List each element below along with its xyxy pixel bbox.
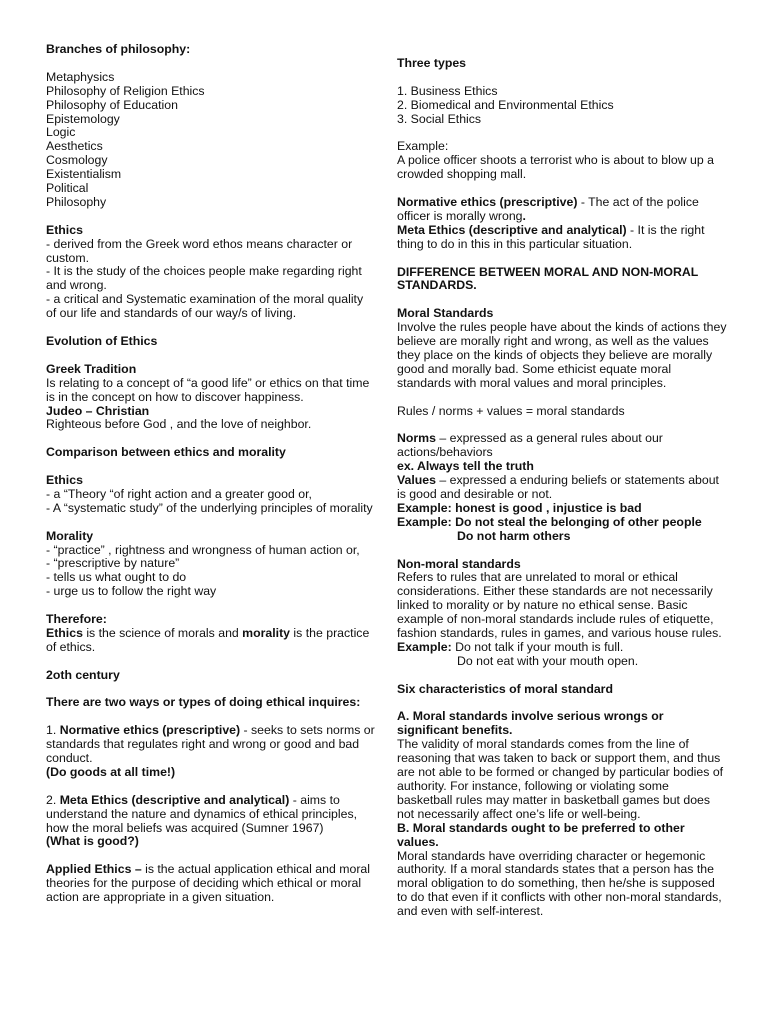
example-text: A police officer shoots a terrorist who is about to blow up a crowded shopping mall. [397, 153, 714, 182]
judeo-christian-heading: Judeo – Christian [46, 403, 150, 418]
type-item: 1. Business Ethics [397, 83, 498, 98]
ethics-heading: Ethics [46, 222, 83, 237]
branch-item: Philosophy of Education [46, 97, 178, 112]
branch-item: Epistemology [46, 111, 120, 126]
non-moral-text: Refers to rules that are unrelated to moral or ethical considerations. Either these standards are not necessarily linked to morality or by nature no ethical sense. Basic example of non-moral standards include rules of etiquette, fashion standards, rules in games, and various house rules. [397, 570, 722, 641]
steal-example: Example: Do not steal the belonging of other people [397, 514, 702, 529]
judeo-christian-text: Righteous before God , and the love of neighbor. [46, 417, 312, 432]
morality-heading: Morality [46, 528, 94, 543]
normative-example [397, 196, 727, 224]
comparison-ethics-point: - a “Theory “of right action and a greater good or, [46, 486, 312, 501]
meta-text: - aims to understand the nature and dynamics of ethical principles, how the moral beliefs was acquired (Sumner 1967) [46, 792, 358, 835]
morality-point: - tells us what ought to do [46, 570, 187, 585]
norms-definition [397, 432, 727, 460]
branch-item: Aesthetics [46, 139, 103, 154]
evolution-heading: Evolution of Ethics [46, 333, 158, 348]
norms-example: ex. Always tell the truth [397, 459, 534, 474]
branch-item: Existentialism [46, 167, 122, 182]
non-moral-example-1: Do not talk if your mouth is full. [451, 639, 624, 654]
normative-example-period: . [522, 208, 526, 223]
therefore-ethics-term: Ethics [46, 625, 83, 640]
norms-term: Norms [397, 431, 436, 446]
meta-example-text: - It is the right thing to do in this in this particular situation. [397, 222, 705, 251]
applied-term: Applied Ethics – [46, 862, 142, 877]
century-heading: 2oth century [46, 667, 120, 682]
morality-point: - “prescriptive by nature” [46, 556, 180, 571]
meta-example-term: Meta Ethics (descriptive and analytical) [397, 222, 627, 237]
values-text: – expressed a enduring beliefs or statements about is good and desirable or not. [397, 473, 719, 501]
normative-term: Normative ethics (prescriptive) [59, 723, 241, 738]
non-moral-heading: Non-moral standards [397, 556, 521, 571]
branch-item: Philosophy of Religion Ethics [46, 83, 205, 98]
comparison-ethics-point: - A “systematic study” of the underlying principles of morality [46, 500, 373, 515]
branch-item: Cosmology [46, 153, 108, 168]
difference-heading: DIFFERENCE BETWEEN MORAL AND NON-MORAL STANDARDS. [397, 264, 699, 293]
branch-item: Philosophy [46, 194, 107, 209]
therefore-text [46, 627, 376, 655]
left-column [46, 43, 376, 905]
branches-heading: Branches of philosophy: [46, 42, 191, 56]
greek-tradition-text: Is relating to a concept of “a good life” or ethics on that time is in the concept on how to discover happiness. [46, 375, 370, 404]
normative-number: 1. [46, 723, 60, 738]
therefore-end: is the practice of ethics. [46, 625, 370, 654]
characteristic-a-heading: A. Moral standards involve serious wrongs or significant benefits. [397, 709, 664, 738]
ethics-point: - derived from the Greek word ethos means character or custom. [46, 236, 353, 265]
normative-note: (Do goods at all time!) [46, 764, 176, 779]
moral-standards-text: Involve the rules people have about the kinds of actions they believe are morally right and wrong, as well as the values they place on the kinds of objects they believe are morally good and morally bad. Some ethicist equate moral standards with moral values and moral principles. [397, 320, 727, 390]
therefore-morality-term: morality [242, 625, 291, 640]
non-moral-example-label: Example: [397, 639, 452, 654]
ethics-point: - a critical and Systematic examination of the moral quality of our life and standards of our way/s of living. [46, 292, 364, 321]
six-characteristics-heading: Six characteristics of moral standard [397, 681, 613, 696]
therefore-mid: is the science of morals and [82, 625, 243, 640]
morality-point: - urge us to follow the right way [46, 584, 217, 599]
values-example: Example: honest is good , injustice is bad [397, 500, 642, 515]
characteristic-b-text: Moral standards have overriding character or hegemonic authority. If a moral standards states that a person has the moral obligation to do something, then he/she is supposed to do that even if it conflicts with other non-moral standards, and even with self-interest. [397, 848, 722, 919]
therefore-heading: Therefore: [46, 612, 107, 627]
type-item: 2. Biomedical and Environmental Ethics [397, 97, 614, 112]
ethics-point: - It is the study of the choices people make regarding right and wrong. [46, 264, 362, 293]
values-definition [397, 474, 727, 502]
moral-standards-heading: Moral Standards [397, 306, 494, 321]
normative-example-text: - The act of the police officer is morally wrong [397, 195, 699, 223]
branch-item: Logic [46, 125, 76, 140]
morality-point: - “practice” , rightness and wrongness of human action or, [46, 542, 360, 557]
meta-number: 2. [46, 792, 60, 807]
right-column [397, 57, 727, 919]
meta-example [397, 224, 727, 252]
characteristic-b-heading: B. Moral standards ought to be preferred to other values. [397, 820, 685, 849]
normative-example-term: Normative ethics (prescriptive) [397, 195, 578, 210]
applied-definition [46, 863, 376, 905]
branch-item: Political [46, 181, 89, 196]
normative-text: - seeks to sets norms or standards that regulates right and wrong or good and bad conduct. [46, 723, 375, 766]
characteristic-a-text: The validity of moral standards comes from the line of reasoning that was taken to back or support them, and thus are not able to be formed or changed by particular bodies of authority. For instance, following or violating some basketball rules may matter in basketball games but does not necessarily affect one’s life or well-being. [397, 737, 724, 821]
norms-text: – expressed as a general rules about our actions/behaviors [397, 431, 663, 460]
formula-text: Rules / norms + values = moral standards [397, 403, 625, 418]
normative-definition [46, 724, 376, 766]
branches-list [46, 71, 376, 210]
types-heading: Three types [397, 56, 467, 70]
meta-definition [46, 794, 376, 836]
harm-example: Do not harm others [457, 528, 571, 543]
comparison-heading: Comparison between ethics and morality [46, 445, 286, 460]
greek-tradition-heading: Greek Tradition [46, 361, 137, 376]
values-term: Values [397, 473, 436, 488]
type-item: 3. Social Ethics [397, 111, 482, 126]
non-moral-example-2: Do not eat with your mouth open. [457, 653, 639, 668]
branch-item: Metaphysics [46, 69, 115, 84]
meta-term: Meta Ethics (descriptive and analytical) [59, 792, 290, 807]
comparison-ethics-heading: Ethics [46, 473, 83, 487]
two-ways-heading: There are two ways or types of doing ethical inquires: [46, 695, 361, 710]
meta-note: (What is good?) [46, 834, 139, 849]
example-label: Example: [397, 139, 449, 154]
applied-text: is the actual application ethical and moral theories for the purpose of deciding which ethical or moral action are appropriate in a given situation. [46, 862, 370, 905]
non-moral-example [397, 641, 727, 655]
